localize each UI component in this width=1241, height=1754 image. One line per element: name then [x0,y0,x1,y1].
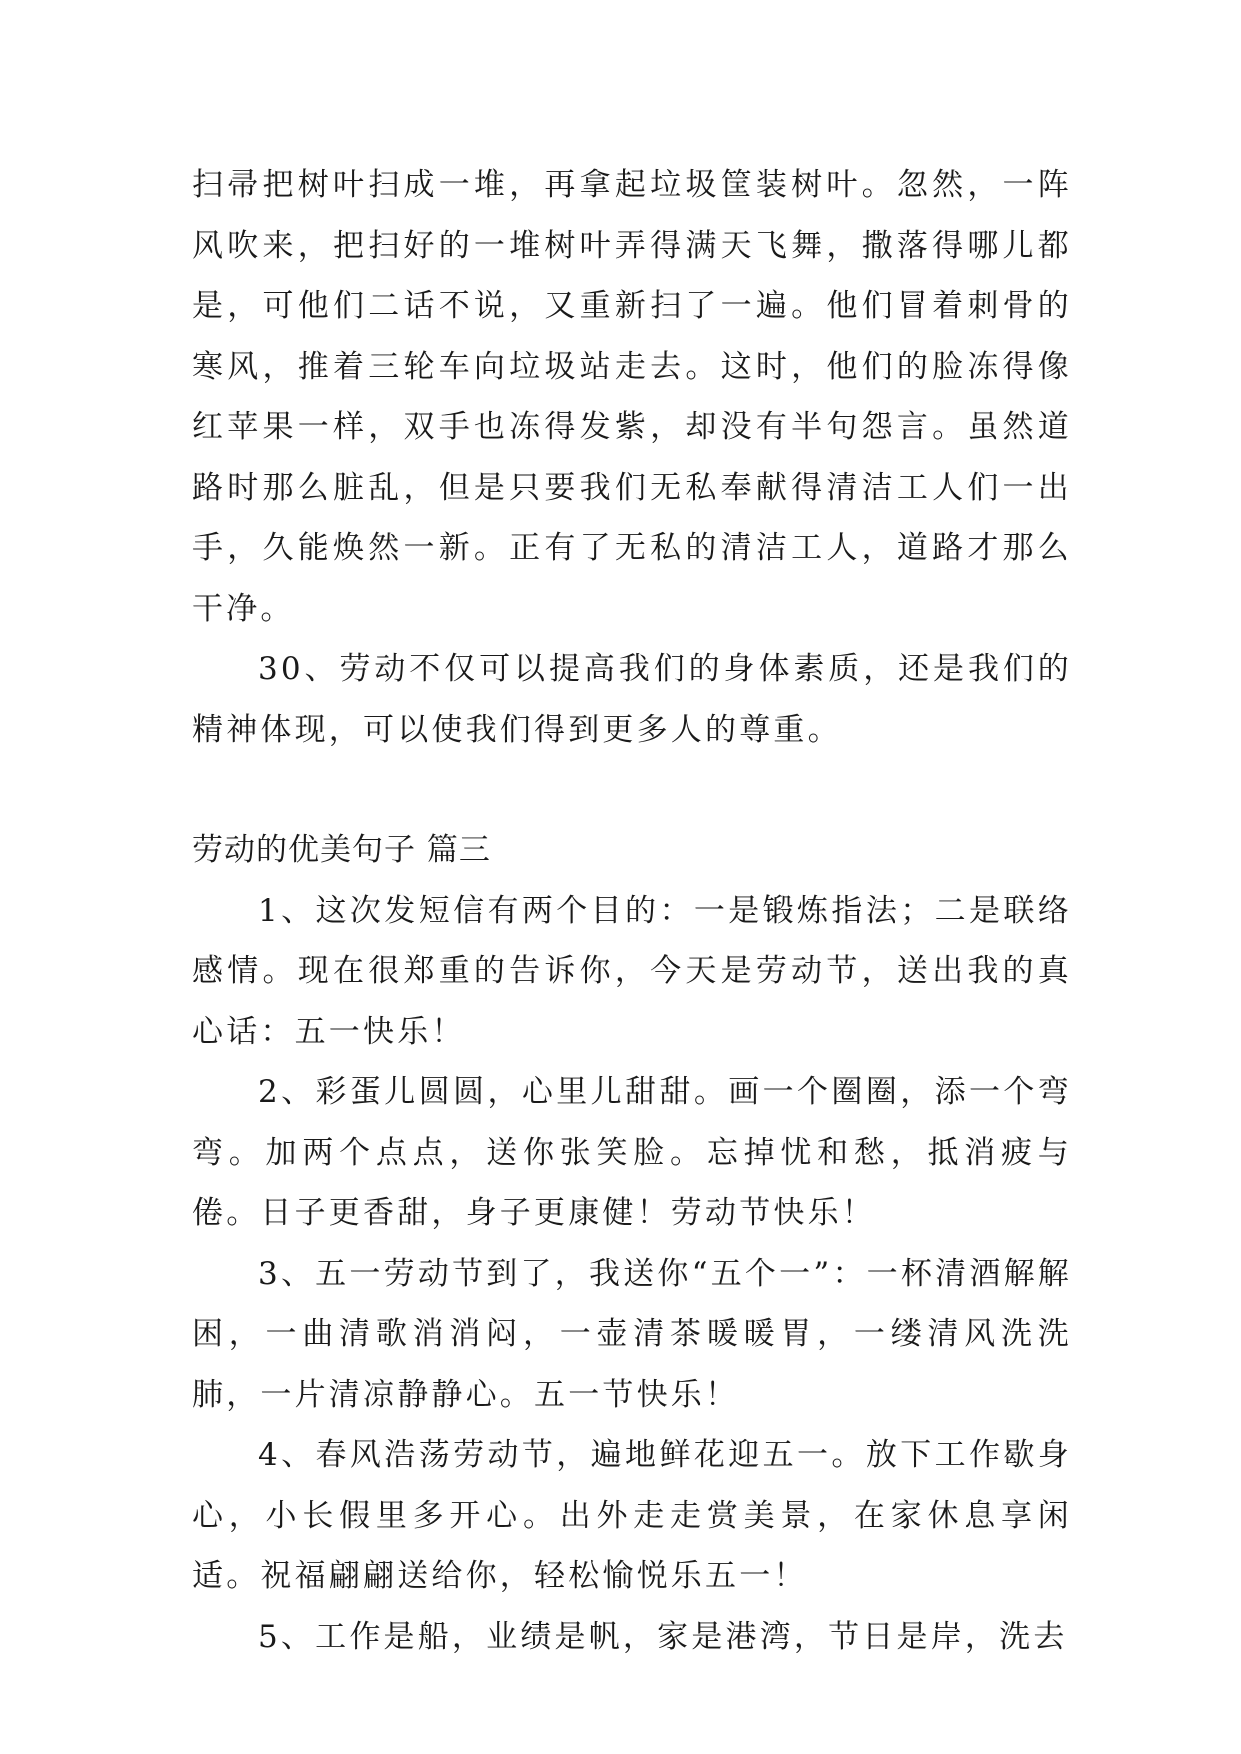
paragraph-item-30: 30、劳动不仅可以提高我们的身体素质，还是我们的精神体现，可以使我们得到更多人的尊重。 [192,651,1072,748]
paragraph-item-4: 4、春风浩荡劳动节，遍地鲜花迎五一。放下工作歇身心，小长假里多开心。出外走走赏美景，在家休息享闲适。祝福翩翩送给你，轻松愉悦乐五一！ [192,1437,1072,1594]
paragraph-item-1: 1、这次发短信有两个目的：一是锻炼指法；二是联络感情。现在很郑重的告诉你，今天是劳动节，送出我的真心话：五一快乐！ [192,892,1072,1050]
continuation-paragraph: 扫帚把树叶扫成一堆，再拿起垃圾筐装树叶。忽然，一阵风吹来，把扫好的一堆树叶弄得满天飞舞，撒落得哪儿都是，可他们二话不说，又重新扫了一遍。他们冒着刺骨的寒风，推着三轮车向垃圾站走去。这时，他们的脸冻得像红苹果一样，双手也冻得发紫，却没有半句怨言。虽然道路时那么脏乱，但是只要我们无私奉献得清洁工人们一出手，久能焕然一新。正有了无私的清洁工人，道路才那么干净。 [192,167,1072,627]
paragraph-item-2: 2、彩蛋儿圆圆，心里儿甜甜。画一个圈圈，添一个弯弯。加两个点点，送你张笑脸。忘掉忧和愁，抵消疲与倦。日子更香甜，身子更康健！劳动节快乐！ [192,1074,1072,1231]
section-heading: 劳动的优美句子 篇三 [192,832,491,868]
document-body [192,155,1072,1667]
paragraph-item-3: 3、五一劳动节到了，我送你“五个一”：一杯清酒解解困，一曲清歌消消闷，一壶清茶暖暖胃，一缕清风洗洗肺，一片清凉静静心。五一节快乐！ [192,1255,1072,1413]
section-spacer [192,760,1072,820]
paragraph-item-5: 5、工作是船，业绩是帆，家是港湾，节日是岸，洗去 [258,1618,1068,1655]
